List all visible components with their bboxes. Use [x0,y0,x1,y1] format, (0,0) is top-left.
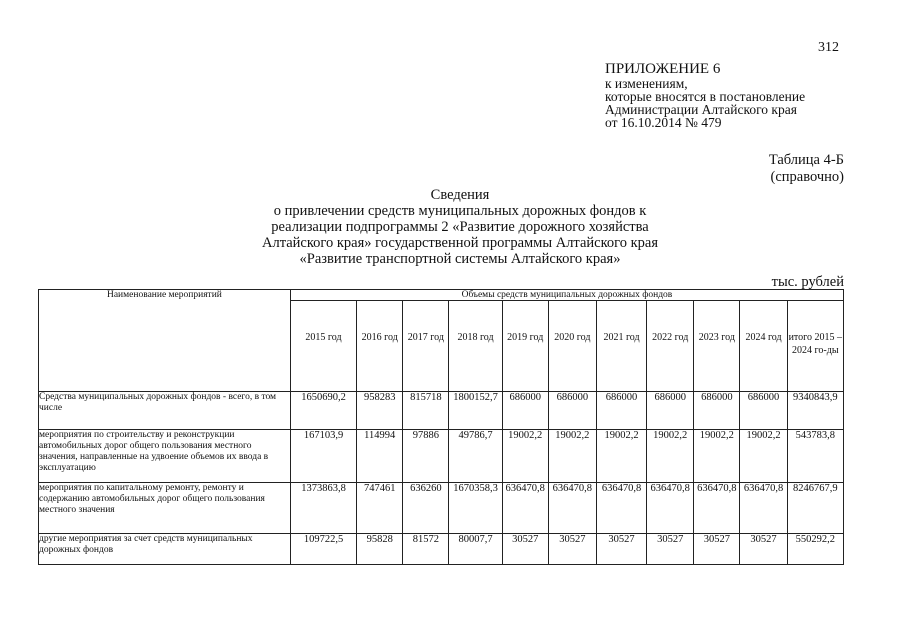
row-value: 30527 [740,534,787,565]
row-value: 636470,8 [694,483,740,534]
table-id-note: (справочно) [770,169,844,185]
row-value: 686000 [596,392,646,430]
year-header: 2022 год [647,301,694,392]
row-value: 95828 [357,534,403,565]
row-value: 30527 [548,534,596,565]
year-header: 2016 год [357,301,403,392]
row-value: 30527 [596,534,646,565]
row-value: 636470,8 [502,483,548,534]
row-value: 19002,2 [694,430,740,483]
heading-line-3: реализации подпрограммы 2 «Развитие дорожного хозяйства [271,219,649,235]
row-value: 1373863,8 [290,483,356,534]
table-row [39,430,844,483]
volume-column-header: Объемы средств муниципальных дорожных фондов [290,290,843,301]
row-value: 1670358,3 [449,483,502,534]
row-name: другие мероприятия за счет средств муниципальных дорожных фондов [39,534,291,565]
row-value: 30527 [647,534,694,565]
table-id-label: Таблица 4-Б [768,152,844,168]
appendix-title: ПРИЛОЖЕНИЕ 6 [605,61,721,77]
heading-line-2: о привлечении средств муниципальных дорожных фондов к [273,203,647,219]
heading-line-1: Сведения [430,187,490,203]
row-value: 19002,2 [548,430,596,483]
row-value: 1650690,2 [290,392,356,430]
row-name: Средства муниципальных дорожных фондов - всего, в том числе [39,392,291,430]
appendix-line-2: которые вносятся в постановление [605,89,806,104]
row-value: 19002,2 [647,430,694,483]
row-value: 815718 [403,392,449,430]
row-value: 30527 [694,534,740,565]
row-value: 636470,8 [647,483,694,534]
row-value: 19002,2 [502,430,548,483]
row-value: 686000 [740,392,787,430]
year-header: 2023 год [694,301,740,392]
appendix-block [605,62,805,129]
row-name: мероприятия по строительству и реконструкции автомобильных дорог общего пользования местного значения, направленные на удвоение объемов их ввода в эксплуатацию [39,430,291,483]
row-value: 109722,5 [290,534,356,565]
name-column-header: Наименование мероприятий [39,290,291,392]
row-value: 686000 [502,392,548,430]
row-value: 19002,2 [596,430,646,483]
year-header: 2020 год [548,301,596,392]
row-value: 686000 [647,392,694,430]
row-value: 747461 [357,483,403,534]
row-value: 80007,7 [449,534,502,565]
appendix-line-4: от 16.10.2014 № 479 [605,115,722,130]
document-heading [180,187,740,267]
table-id-block [769,152,844,186]
year-header: 2021 год [596,301,646,392]
units-label: тыс. рублей [771,274,844,290]
row-value: 636470,8 [596,483,646,534]
row-value: 49786,7 [449,430,502,483]
row-total: 543783,8 [787,430,843,483]
row-value: 686000 [548,392,596,430]
row-value: 1800152,7 [449,392,502,430]
year-header: 2017 год [403,301,449,392]
year-header: 2015 год [290,301,356,392]
row-value: 114994 [357,430,403,483]
heading-line-4: Алтайского края» государственной программы Алтайского края [262,235,658,251]
table-row [39,534,844,565]
total-header: итого 2015 – 2024 го-ды [787,301,843,392]
row-total: 550292,2 [787,534,843,565]
funds-table [38,289,844,565]
row-value: 686000 [694,392,740,430]
row-value: 81572 [403,534,449,565]
year-header: 2019 год [502,301,548,392]
row-value: 636470,8 [548,483,596,534]
appendix-line-1: к изменениям, [605,76,688,91]
row-value: 30527 [502,534,548,565]
year-header: 2018 год [449,301,502,392]
year-header: 2024 год [740,301,787,392]
appendix-line-3: Администрации Алтайского края [605,102,797,117]
page-number: 312 [818,40,839,55]
row-value: 636470,8 [740,483,787,534]
row-value: 636260 [403,483,449,534]
heading-line-5: «Развитие транспортной системы Алтайского края» [299,251,621,267]
row-total: 9340843,9 [787,392,843,430]
table-row [39,483,844,534]
row-total: 8246767,9 [787,483,843,534]
table-row [39,392,844,430]
row-value: 167103,9 [290,430,356,483]
row-value: 19002,2 [740,430,787,483]
row-value: 97886 [403,430,449,483]
row-value: 958283 [357,392,403,430]
row-name: мероприятия по капитальному ремонту, ремонту и содержанию автомобильных дорог общего пользования местного значения [39,483,291,534]
